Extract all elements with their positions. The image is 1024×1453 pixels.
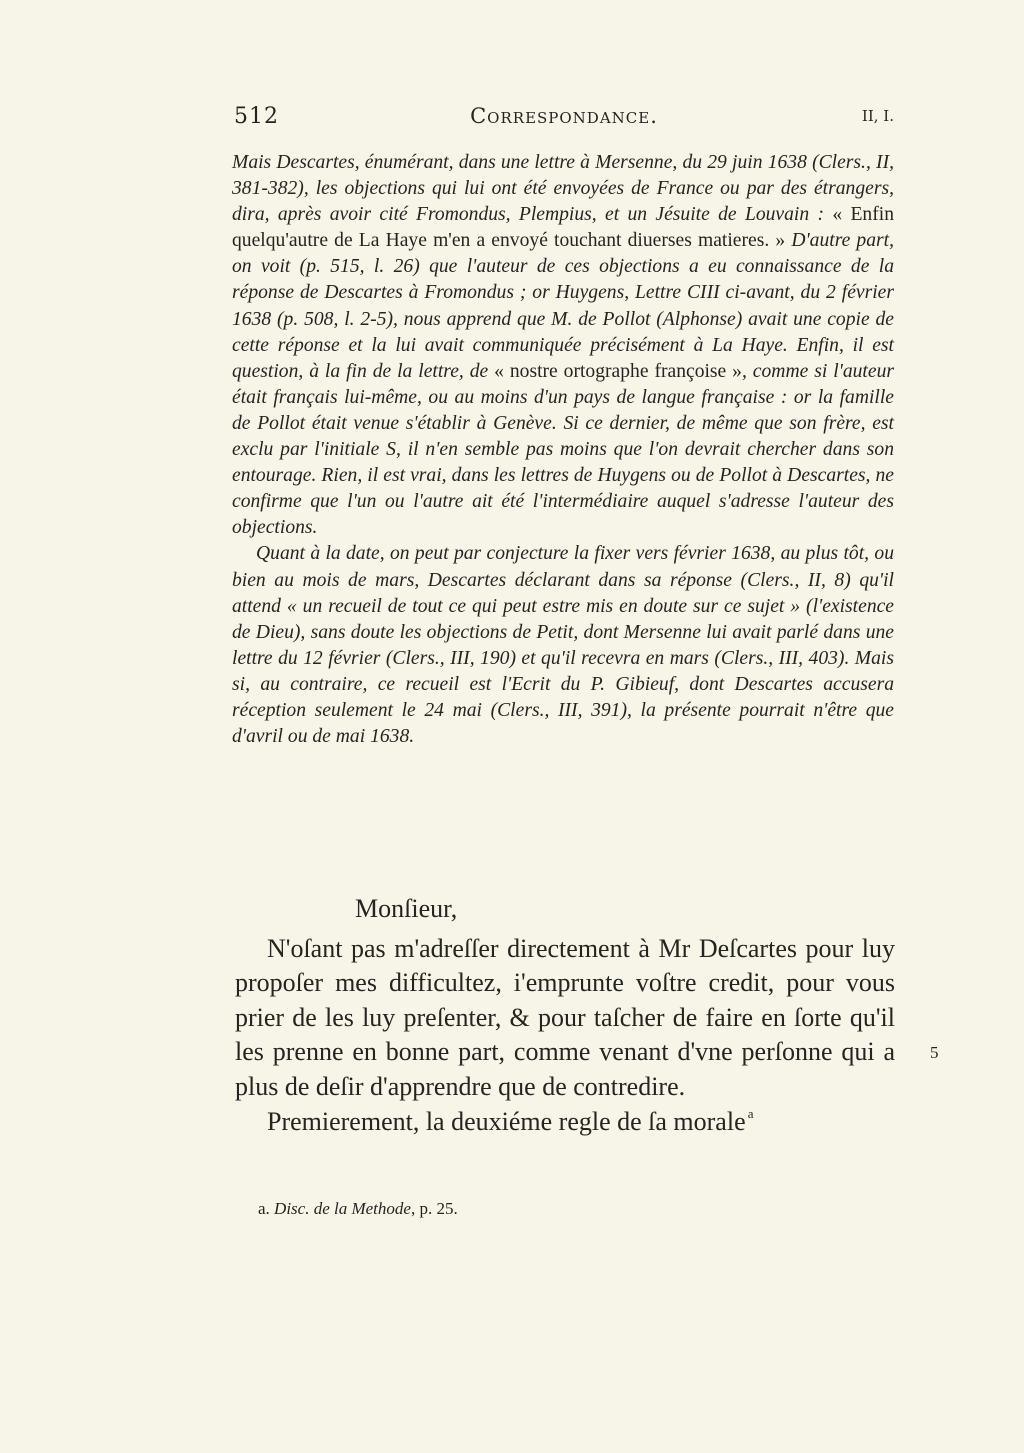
intro-p1-text-3: , comme si l'auteur était français lui-même, ou au moins d'un pays de langue française : or la famille de Pollot était venue s'établir à Genève. Si ce dernier, de même que son frère, est exclu par l'initiale S, il n'en semble pas moins que l'on devrait chercher dans son entourage. Rien, il est vrai, dans les lettres de Huygens ou de Pollot à Descartes, ne confirme que l'un ou l'autre ait été l'intermédiaire auquel s'adresse l'auteur des objections. [232, 360, 894, 539]
margin-line-number: 5 [930, 1043, 939, 1062]
editorial-introduction [232, 150, 894, 750]
intro-p1-quote-2: « nostre ortographe françoise » [494, 360, 742, 382]
intro-p1-text-2: D'autre part, on voit (p. 515, l. 26) que l'auteur de ces objections a eu connaissance de la réponse de Descartes à Fromondus ; or Huygens, Lettre CIII ci-avant, du 2 février 1638 (p. 508, l. 2-5), nous apprend que M. de Pollot (Alphonse) avait une copie de cette réponse et la lui avait communiquée précisément à La Haye. Enfin, il est question, à la fin de la lettre, de [232, 230, 894, 382]
intro-p2-text-2: (l'existence de Dieu), sans doute les objections de Petit, dont Mersenne lui avait parlé dans une lettre du 12 février (Clers., III, 190) et qu'il recevra en mars (Clers., III, 403). Mais si, au contraire, ce recueil est l'Ecrit du P. Gibieuf, dont Descartes accusera réception seulement le 24 mai (Clers., III, 391), la présente pourrait n'être que d'avril ou de mai 1638. [232, 595, 895, 748]
intro-paragraph-2 [232, 541, 894, 750]
footnote-page: , p. 25. [410, 1199, 458, 1218]
footnote-mark: a. [258, 1199, 270, 1218]
intro-p2-text-1: Quant à la date, on peut par conjecture la fixer vers février 1638, au plus tôt, ou bien au mois de mars, Descartes déclarant dans sa réponse (Clers., II, 8) qu'il attend [232, 543, 894, 617]
footnote-reference-mark: a [747, 1105, 754, 1121]
footnote-source: Disc. de la Methode [274, 1199, 411, 1218]
volume-reference: II, I. [861, 107, 894, 125]
page-number: 512 [234, 104, 279, 129]
intro-p2-quote: « un recueil de tout ce qui peut estre mis en doute sur ce sujet » [286, 595, 801, 617]
letter-p2-text: Premierement, la deuxiéme regle de ſa morale [267, 1106, 746, 1136]
letter-text [235, 892, 895, 1139]
intro-p1-quote: « Enfin quelqu'autre de La Haye m'en a envoyé touchant diuerses matieres. » [232, 204, 894, 252]
intro-p1-text-1: Mais Descartes, énumérant, dans une lettre à Mersenne, du 29 juin 1638 (Clers., II, 381-382), les objections qui lui ont été envoyées de France ou par des étrangers, dira, après avoir cité Fromondus, Plempius, et un Jésuite de Louvain : [232, 152, 894, 226]
letter-paragraph-1: N'oſant pas m'adreſſer directement à Mr Deſcartes pour luy propoſer mes difficultez, i'emprunte voſtre credit, pour vous prier de les luy preſenter, & pour taſcher de faire en ſorte qu'il les prenne en bonne part, comme venant d'vne perſonne qui a plus de deſir d'apprendre que de contredire. [235, 933, 895, 1101]
running-title: Correspondance. [470, 104, 658, 128]
letter-paragraph-2 [235, 1105, 895, 1140]
running-header [234, 104, 894, 136]
footnote [258, 1199, 858, 1219]
intro-paragraph-1 [232, 150, 894, 541]
letter-salutation: Monſieur, [355, 894, 458, 923]
